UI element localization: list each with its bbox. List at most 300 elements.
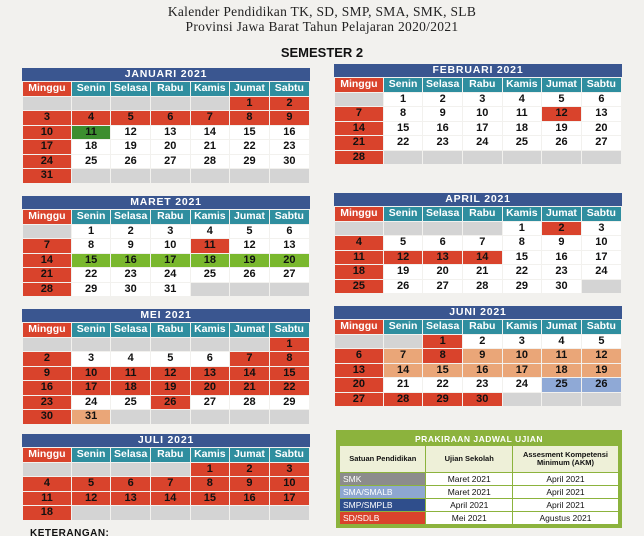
empty-cell (23, 462, 72, 477)
exam-header-unit: Satuan Pendidikan (340, 446, 426, 473)
month-grid (22, 447, 310, 521)
day-cell: 8 (230, 111, 270, 126)
exam-schedule-table (339, 445, 619, 525)
day-cell: 1 (269, 337, 309, 352)
day-cell: 12 (581, 349, 621, 364)
day-cell: 13 (150, 125, 190, 140)
empty-cell (269, 410, 309, 425)
day-cell: 7 (462, 236, 502, 251)
week-row (23, 154, 310, 169)
day-cell: 29 (269, 395, 309, 410)
empty-cell (190, 282, 230, 297)
weekday-header: Sabtu (269, 323, 309, 338)
day-cell: 7 (150, 477, 190, 492)
day-cell: 5 (150, 352, 190, 367)
weekday-header: Selasa (423, 320, 463, 335)
weekday-header: Jumat (542, 320, 582, 335)
day-cell: 15 (423, 363, 463, 378)
weekday-header: Kamis (190, 82, 230, 97)
month-title: JUNI 2021 (334, 306, 622, 319)
week-row (23, 352, 310, 367)
empty-cell (335, 221, 384, 236)
day-cell: 10 (502, 349, 542, 364)
day-cell: 3 (581, 221, 621, 236)
weekday-header: Sabtu (581, 207, 621, 222)
day-cell: 29 (71, 282, 111, 297)
day-cell: 20 (190, 381, 230, 396)
month-title: MEI 2021 (22, 309, 310, 322)
exam-school-date: April 2021 (426, 499, 512, 512)
day-cell: 19 (542, 121, 582, 136)
day-cell: 13 (190, 366, 230, 381)
day-cell: 29 (423, 392, 463, 407)
day-cell: 20 (335, 378, 384, 393)
empty-cell (150, 96, 190, 111)
day-cell: 15 (71, 253, 111, 268)
empty-cell (111, 337, 151, 352)
exam-header-school-exam: Ujian Sekolah (426, 446, 512, 473)
day-cell: 23 (542, 265, 582, 280)
day-cell: 10 (23, 125, 72, 140)
day-cell: 21 (190, 140, 230, 155)
day-cell: 10 (150, 239, 190, 254)
day-cell: 13 (423, 250, 463, 265)
week-row (23, 282, 310, 297)
empty-cell (23, 337, 72, 352)
day-cell: 22 (502, 265, 542, 280)
day-cell: 10 (581, 236, 621, 251)
empty-cell (23, 96, 72, 111)
empty-cell (150, 462, 190, 477)
day-cell: 2 (462, 334, 502, 349)
day-cell: 28 (190, 154, 230, 169)
day-cell: 2 (111, 224, 151, 239)
week-row (23, 239, 310, 254)
empty-cell (71, 506, 111, 521)
day-cell: 19 (383, 265, 423, 280)
day-cell: 7 (190, 111, 230, 126)
day-cell: 26 (383, 279, 423, 294)
week-row (23, 366, 310, 381)
day-cell: 4 (335, 236, 384, 251)
day-cell: 4 (502, 92, 542, 107)
weekday-header: Jumat (230, 448, 270, 463)
week-row (23, 477, 310, 492)
weekday-header: Minggu (335, 320, 384, 335)
day-cell: 17 (150, 253, 190, 268)
day-cell: 30 (111, 282, 151, 297)
day-cell: 1 (502, 221, 542, 236)
day-cell: 24 (23, 154, 72, 169)
day-cell: 13 (581, 107, 621, 122)
day-cell: 12 (150, 366, 190, 381)
weekday-header: Kamis (190, 323, 230, 338)
day-cell: 22 (230, 140, 270, 155)
day-cell: 1 (230, 96, 270, 111)
weekday-header: Selasa (423, 207, 463, 222)
empty-cell (23, 224, 72, 239)
empty-cell (150, 337, 190, 352)
month-title: JANUARI 2021 (22, 68, 310, 81)
day-cell: 11 (111, 366, 151, 381)
day-cell: 1 (190, 462, 230, 477)
weekday-header: Selasa (111, 82, 151, 97)
empty-cell (150, 169, 190, 184)
day-cell: 16 (23, 381, 72, 396)
day-cell: 3 (71, 352, 111, 367)
day-cell: 6 (581, 92, 621, 107)
week-row (335, 392, 622, 407)
day-cell: 28 (462, 279, 502, 294)
day-cell: 21 (462, 265, 502, 280)
day-cell: 26 (111, 154, 151, 169)
day-cell: 9 (269, 111, 309, 126)
day-cell: 15 (269, 366, 309, 381)
day-cell: 27 (423, 279, 463, 294)
day-cell: 7 (383, 349, 423, 364)
day-cell: 21 (335, 136, 384, 151)
day-cell: 8 (423, 349, 463, 364)
week-row (335, 221, 622, 236)
day-cell: 14 (462, 250, 502, 265)
day-cell: 15 (230, 125, 270, 140)
day-cell: 16 (423, 121, 463, 136)
day-cell: 2 (230, 462, 270, 477)
week-row (335, 92, 622, 107)
empty-cell (230, 337, 270, 352)
day-cell: 18 (335, 265, 384, 280)
day-cell: 19 (111, 140, 151, 155)
exam-school-date: Maret 2021 (426, 486, 512, 499)
week-row (23, 462, 310, 477)
weekday-header: Rabu (462, 78, 502, 93)
week-row (335, 279, 622, 294)
week-row (23, 491, 310, 506)
day-cell: 5 (71, 477, 111, 492)
day-cell: 14 (190, 125, 230, 140)
day-cell: 9 (230, 477, 270, 492)
day-cell: 23 (111, 268, 151, 283)
empty-cell (190, 410, 230, 425)
weekday-header: Selasa (111, 448, 151, 463)
empty-cell (111, 96, 151, 111)
day-cell: 31 (23, 169, 72, 184)
day-cell: 26 (230, 268, 270, 283)
weekday-header: Sabtu (581, 320, 621, 335)
day-cell: 26 (581, 378, 621, 393)
week-row (335, 363, 622, 378)
day-cell: 7 (23, 239, 72, 254)
day-cell: 22 (383, 136, 423, 151)
weekday-header: Senin (71, 323, 111, 338)
month-grid (334, 206, 622, 294)
day-cell: 13 (269, 239, 309, 254)
exam-unit: SMP/SMPLB (340, 499, 426, 512)
page-subtitle: Provinsi Jawa Barat Tahun Pelajaran 2020/2021 (185, 19, 459, 34)
weekday-header: Sabtu (269, 210, 309, 225)
weekday-header: Jumat (542, 78, 582, 93)
day-cell: 28 (230, 395, 270, 410)
day-cell: 4 (71, 111, 111, 126)
month-calendar (22, 309, 310, 425)
empty-cell (383, 221, 423, 236)
month-title: MARET 2021 (22, 196, 310, 209)
week-row (23, 381, 310, 396)
day-cell: 16 (230, 491, 270, 506)
empty-cell (111, 462, 151, 477)
exam-row (340, 486, 619, 499)
exam-school-date: Maret 2021 (426, 473, 512, 486)
day-cell: 16 (542, 250, 582, 265)
day-cell: 25 (190, 268, 230, 283)
weekday-header: Senin (71, 82, 111, 97)
empty-cell (150, 410, 190, 425)
weekday-header: Selasa (423, 78, 463, 93)
day-cell: 24 (581, 265, 621, 280)
day-cell: 25 (71, 154, 111, 169)
day-cell: 9 (423, 107, 463, 122)
empty-cell (111, 410, 151, 425)
weekday-header: Senin (383, 78, 423, 93)
empty-cell (71, 169, 111, 184)
empty-cell (581, 150, 621, 165)
empty-cell (423, 150, 463, 165)
day-cell: 26 (542, 136, 582, 151)
day-cell: 15 (190, 491, 230, 506)
day-cell: 27 (335, 392, 384, 407)
week-row (23, 337, 310, 352)
weekday-header: Rabu (462, 207, 502, 222)
week-row (23, 111, 310, 126)
month-calendar (334, 306, 622, 407)
weekday-header: Minggu (23, 323, 72, 338)
empty-cell (190, 169, 230, 184)
day-cell: 8 (502, 236, 542, 251)
day-cell: 21 (23, 268, 72, 283)
day-cell: 3 (269, 462, 309, 477)
day-cell: 9 (111, 239, 151, 254)
weekday-header: Senin (71, 448, 111, 463)
day-cell: 12 (542, 107, 582, 122)
day-cell: 20 (150, 140, 190, 155)
day-cell: 17 (269, 491, 309, 506)
day-cell: 14 (150, 491, 190, 506)
day-cell: 3 (23, 111, 72, 126)
day-cell: 23 (269, 140, 309, 155)
day-cell: 4 (23, 477, 72, 492)
weekday-header: Senin (71, 210, 111, 225)
exam-row (340, 512, 619, 525)
day-cell: 18 (23, 506, 72, 521)
empty-cell (71, 462, 111, 477)
day-cell: 10 (269, 477, 309, 492)
day-cell: 25 (542, 378, 582, 393)
day-cell: 20 (423, 265, 463, 280)
month-title: JULI 2021 (22, 434, 310, 447)
day-cell: 2 (23, 352, 72, 367)
weekday-header: Rabu (150, 448, 190, 463)
month-grid (22, 81, 310, 184)
week-row (23, 169, 310, 184)
empty-cell (462, 221, 502, 236)
weekday-header: Kamis (502, 78, 542, 93)
day-cell: 23 (23, 395, 72, 410)
day-cell: 9 (542, 236, 582, 251)
weekday-header: Senin (383, 320, 423, 335)
week-row (335, 349, 622, 364)
day-cell: 3 (462, 92, 502, 107)
empty-cell (190, 96, 230, 111)
day-cell: 6 (111, 477, 151, 492)
weekday-header: Jumat (230, 82, 270, 97)
exam-unit: SD/SDLB (340, 512, 426, 525)
day-cell: 8 (71, 239, 111, 254)
empty-cell (335, 92, 384, 107)
empty-cell (581, 392, 621, 407)
day-cell: 13 (335, 363, 384, 378)
day-cell: 22 (269, 381, 309, 396)
day-cell: 12 (71, 491, 111, 506)
empty-cell (423, 221, 463, 236)
empty-cell (230, 506, 270, 521)
week-row (335, 334, 622, 349)
empty-cell (462, 150, 502, 165)
day-cell: 14 (23, 253, 72, 268)
day-cell: 12 (111, 125, 151, 140)
day-cell: 23 (423, 136, 463, 151)
day-cell: 23 (462, 378, 502, 393)
day-cell: 20 (269, 253, 309, 268)
day-cell: 18 (71, 140, 111, 155)
day-cell: 1 (71, 224, 111, 239)
empty-cell (542, 150, 582, 165)
day-cell: 7 (230, 352, 270, 367)
week-row (23, 395, 310, 410)
exam-schedule-panel (336, 430, 622, 528)
day-cell: 4 (111, 352, 151, 367)
weekday-header: Sabtu (269, 82, 309, 97)
empty-cell (542, 392, 582, 407)
day-cell: 18 (502, 121, 542, 136)
day-cell: 26 (150, 395, 190, 410)
week-row (23, 506, 310, 521)
day-cell: 17 (502, 363, 542, 378)
weekday-header: Kamis (190, 210, 230, 225)
day-cell: 24 (502, 378, 542, 393)
week-row (335, 265, 622, 280)
exam-row (340, 499, 619, 512)
day-cell: 28 (383, 392, 423, 407)
weekday-header: Selasa (111, 210, 151, 225)
day-cell: 11 (335, 250, 384, 265)
week-row (335, 378, 622, 393)
legend-label: KETERANGAN: (30, 528, 110, 536)
day-cell: 14 (230, 366, 270, 381)
week-row (23, 410, 310, 425)
day-cell: 3 (502, 334, 542, 349)
empty-cell (230, 410, 270, 425)
day-cell: 22 (423, 378, 463, 393)
weekday-header: Kamis (502, 207, 542, 222)
day-cell: 30 (462, 392, 502, 407)
day-cell: 1 (423, 334, 463, 349)
week-row (23, 140, 310, 155)
day-cell: 9 (23, 366, 72, 381)
month-grid (334, 319, 622, 407)
calendar-header (0, 4, 644, 34)
weekday-header: Minggu (23, 210, 72, 225)
week-row (335, 236, 622, 251)
day-cell: 8 (190, 477, 230, 492)
day-cell: 27 (150, 154, 190, 169)
day-cell: 10 (71, 366, 111, 381)
day-cell: 27 (190, 395, 230, 410)
day-cell: 28 (23, 282, 72, 297)
day-cell: 27 (581, 136, 621, 151)
day-cell: 30 (269, 154, 309, 169)
day-cell: 19 (581, 363, 621, 378)
day-cell: 3 (150, 224, 190, 239)
weekday-header: Jumat (230, 323, 270, 338)
day-cell: 6 (335, 349, 384, 364)
day-cell: 24 (150, 268, 190, 283)
day-cell: 19 (150, 381, 190, 396)
weekday-header: Kamis (502, 320, 542, 335)
month-calendar (334, 193, 622, 294)
weekday-header: Rabu (462, 320, 502, 335)
weekday-header: Minggu (23, 448, 72, 463)
day-cell: 14 (335, 121, 384, 136)
empty-cell (190, 506, 230, 521)
empty-cell (230, 282, 270, 297)
month-calendar (334, 64, 622, 165)
day-cell: 6 (269, 224, 309, 239)
day-cell: 12 (230, 239, 270, 254)
exam-schedule-title: PRAKIRAAN JADWAL UJIAN (415, 434, 543, 444)
day-cell: 18 (190, 253, 230, 268)
week-row (23, 268, 310, 283)
day-cell: 15 (383, 121, 423, 136)
exam-unit: SMA/SMALB (340, 486, 426, 499)
day-cell: 18 (111, 381, 151, 396)
month-title: FEBRUARI 2021 (334, 64, 622, 77)
weekday-header: Senin (383, 207, 423, 222)
empty-cell (71, 337, 111, 352)
day-cell: 29 (230, 154, 270, 169)
weekday-header: Minggu (335, 78, 384, 93)
weekday-header: Jumat (230, 210, 270, 225)
day-cell: 17 (71, 381, 111, 396)
day-cell: 2 (542, 221, 582, 236)
weekday-header: Minggu (23, 82, 72, 97)
empty-cell (502, 392, 542, 407)
day-cell: 8 (383, 107, 423, 122)
empty-cell (269, 282, 309, 297)
week-row (23, 125, 310, 140)
week-row (23, 224, 310, 239)
day-cell: 17 (462, 121, 502, 136)
day-cell: 12 (383, 250, 423, 265)
weekday-header: Rabu (150, 82, 190, 97)
day-cell: 18 (542, 363, 582, 378)
empty-cell (230, 169, 270, 184)
day-cell: 24 (71, 395, 111, 410)
month-grid (334, 77, 622, 165)
day-cell: 17 (581, 250, 621, 265)
day-cell: 6 (190, 352, 230, 367)
exam-akm-date: Agustus 2021 (512, 512, 618, 525)
day-cell: 30 (23, 410, 72, 425)
